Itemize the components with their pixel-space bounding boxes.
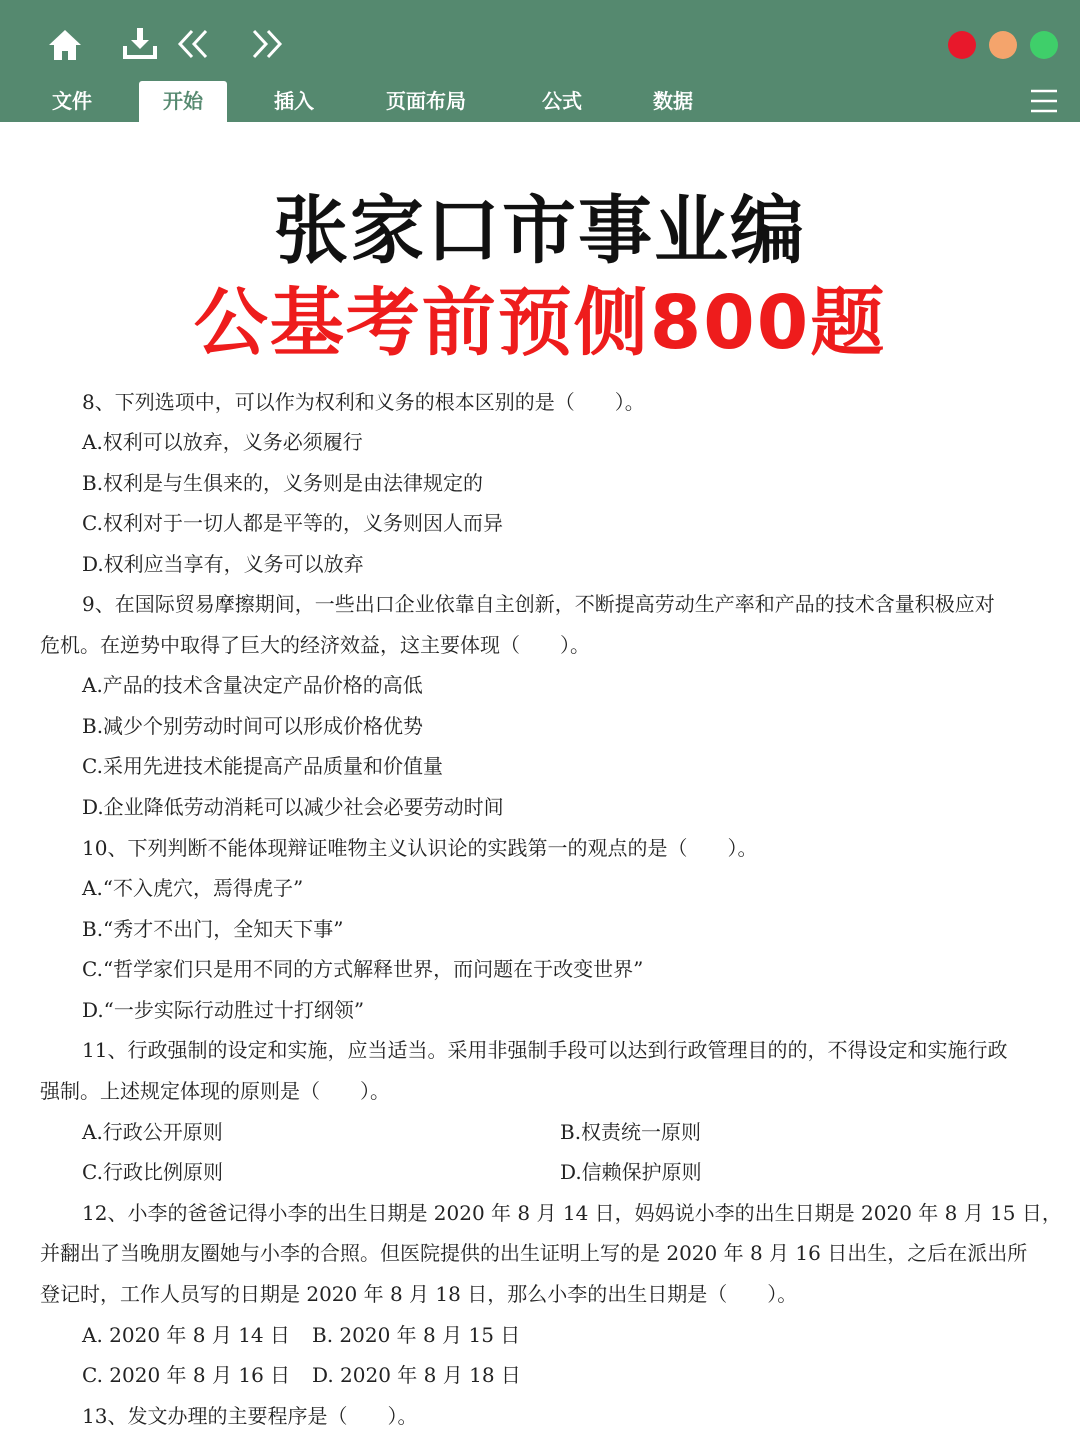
question-11-stem-cont: 强制。上述规定体现的原则是（ ）。 <box>40 1079 390 1103</box>
question-12-option-d: D. 2020 年 8 月 18 日 <box>312 1363 521 1387</box>
question-10-stem: 10、下列判断不能体现辩证唯物主义认识论的实践第一的观点的是（ ）。 <box>82 836 758 860</box>
question-9-stem-cont: 危机。在逆势中取得了巨大的经济效益，这主要体现（ ）。 <box>40 633 590 657</box>
page-title: 张家口市事业编 <box>274 188 806 274</box>
question-8-option-d: D.权利应当享有，义务可以放弃 <box>82 552 364 576</box>
menu-icon[interactable] <box>1030 88 1058 114</box>
double-chevron-right-icon[interactable] <box>250 28 284 60</box>
question-9-stem: 9、在国际贸易摩擦期间，一些出口企业依靠自主创新，不断提高劳动生产率和产品的技术含量积极应对 <box>82 592 995 616</box>
app-toolbar <box>0 0 1080 122</box>
tab-formula[interactable]: 公式 <box>542 89 582 113</box>
question-8-option-a: A.权利可以放弃，义务必须履行 <box>82 430 363 454</box>
question-11-option-d: D.信赖保护原则 <box>560 1160 702 1184</box>
maximize-window-dot[interactable] <box>1030 31 1058 59</box>
question-13-stem: 13、发文办理的主要程序是（ ）。 <box>82 1404 418 1428</box>
tab-page-layout[interactable]: 页面布局 <box>386 89 466 113</box>
question-8-option-c: C.权利对于一切人都是平等的，义务则因人而异 <box>82 511 503 535</box>
tab-home[interactable]: 开始 <box>139 81 227 122</box>
question-9-option-a: A.产品的技术含量决定产品价格的高低 <box>82 673 423 697</box>
page-subtitle: 公基考前预侧800题 <box>193 280 887 366</box>
close-window-dot[interactable] <box>948 31 976 59</box>
question-12-option-b: B. 2020 年 8 月 15 日 <box>312 1323 521 1347</box>
question-11-option-b: B.权责统一原则 <box>560 1120 702 1144</box>
question-12-option-c: C. 2020 年 8 月 16 日 <box>82 1363 291 1387</box>
tab-file[interactable]: 文件 <box>52 89 92 113</box>
question-9-option-c: C.采用先进技术能提高产品质量和价值量 <box>82 754 443 778</box>
question-12-option-a: A. 2020 年 8 月 14 日 <box>82 1323 291 1347</box>
question-11-stem: 11、行政强制的设定和实施，应当适当。采用非强制手段可以达到行政管理目的的，不得设定和实施行政 <box>82 1038 1008 1062</box>
question-11-option-a: A.行政公开原则 <box>82 1120 223 1144</box>
question-9-option-d: D.企业降低劳动消耗可以减少社会必要劳动时间 <box>82 795 504 819</box>
minimize-window-dot[interactable] <box>989 31 1017 59</box>
question-12-stem: 12、小李的爸爸记得小李的出生日期是 2020 年 8 月 14 日，妈妈说小李的出生日期是 2020 年 8 月 15 日， <box>82 1201 1062 1225</box>
question-10-option-b: B.“秀才不出门，全知天下事” <box>82 917 344 941</box>
question-11-option-c: C.行政比例原则 <box>82 1160 223 1184</box>
question-9-option-b: B.减少个别劳动时间可以形成价格优势 <box>82 714 424 738</box>
tab-data[interactable]: 数据 <box>653 89 693 113</box>
question-10-option-d: D.“一步实际行动胜过十打纲领” <box>82 998 365 1022</box>
question-12-stem-cont-2: 登记时，工作人员写的日期是 2020 年 8 月 18 日，那么小李的出生日期是（ ）。 <box>40 1282 798 1306</box>
question-12-stem-cont-1: 并翻出了当晚朋友圈她与小李的合照。但医院提供的出生证明上写的是 2020 年 8 月 16 日出生，之后在派出所 <box>40 1241 1028 1265</box>
question-10-option-a: A.“不入虎穴，焉得虎子” <box>82 876 304 900</box>
tab-insert[interactable]: 插入 <box>274 89 314 113</box>
question-8-stem: 8、下列选项中，可以作为权利和义务的根本区别的是（ ）。 <box>82 390 645 414</box>
question-8-option-b: B.权利是与生俱来的，义务则是由法律规定的 <box>82 471 484 495</box>
question-10-option-c: C.“哲学家们只是用不同的方式解释世界，而问题在于改变世界” <box>82 957 644 981</box>
download-icon[interactable] <box>122 26 158 60</box>
home-icon[interactable] <box>47 28 83 62</box>
double-chevron-left-icon[interactable] <box>176 28 210 60</box>
